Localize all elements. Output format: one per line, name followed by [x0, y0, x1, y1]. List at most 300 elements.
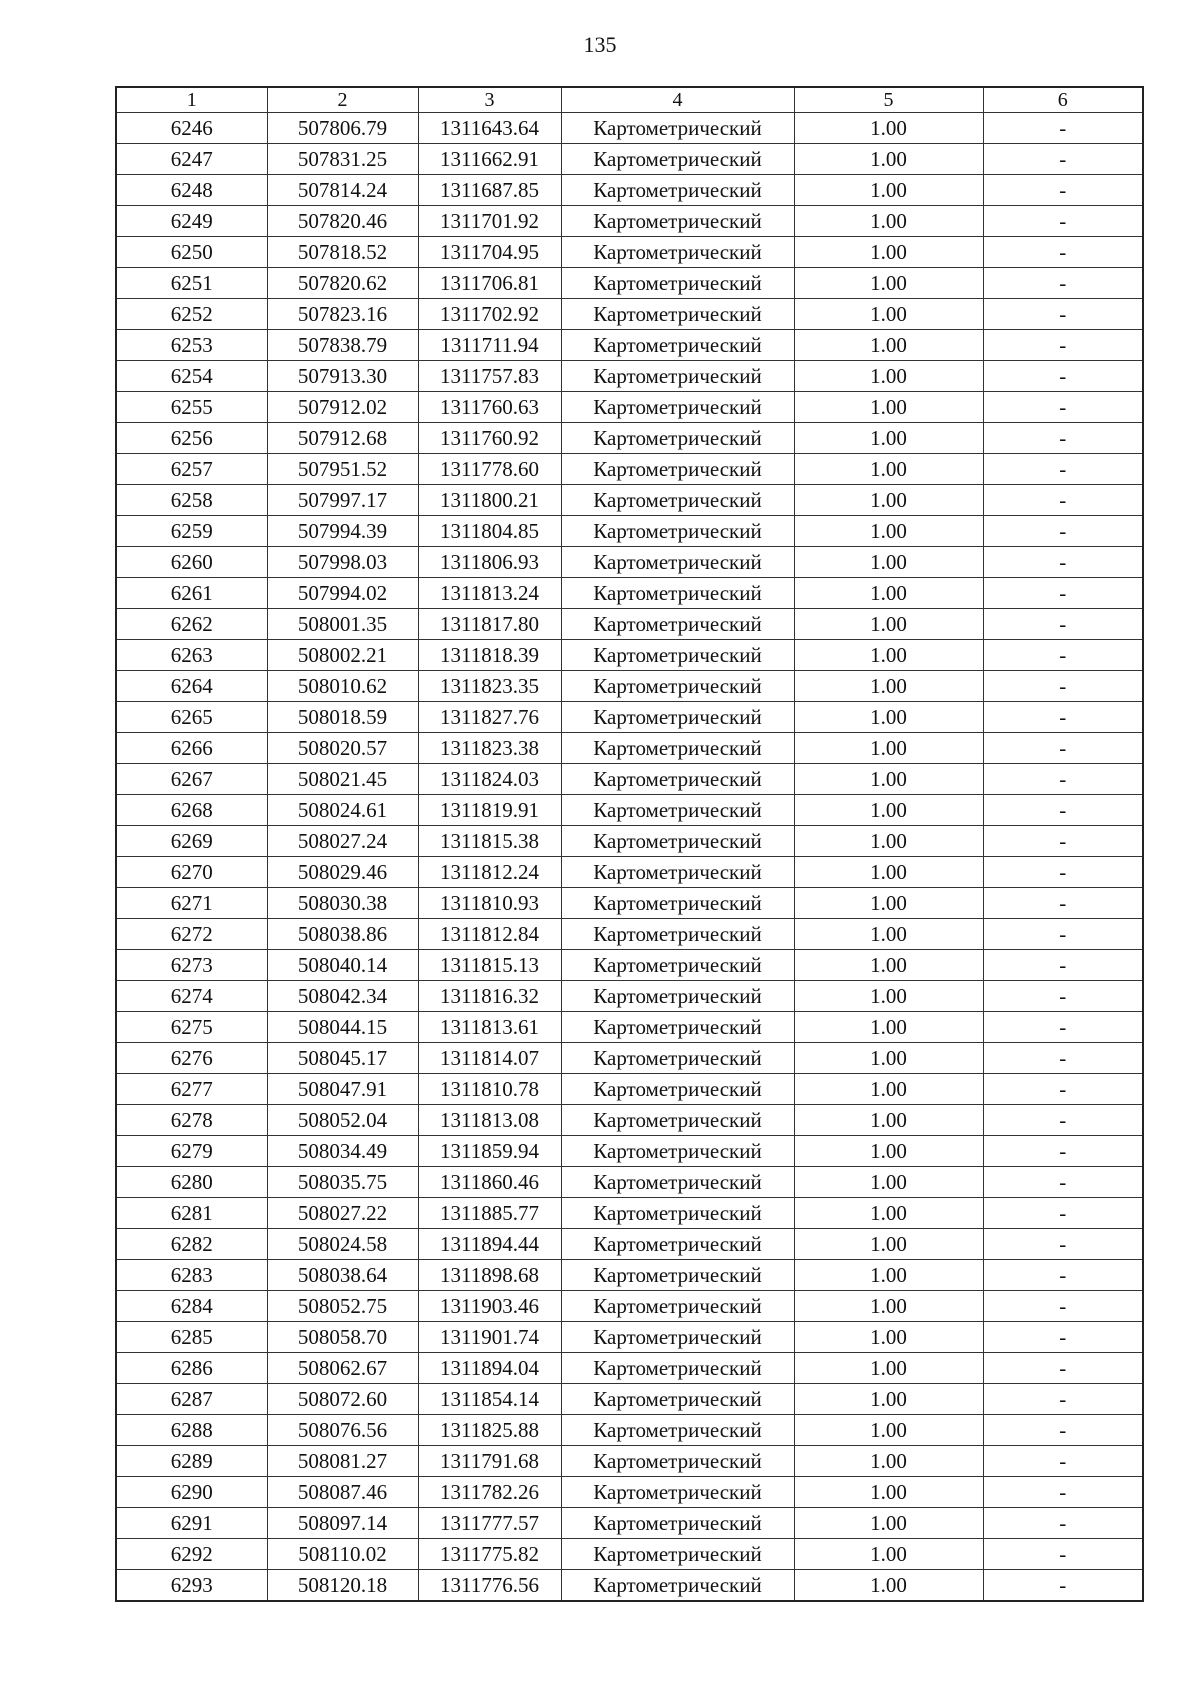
accuracy-cell: 1.00 [794, 1136, 983, 1167]
note-cell: - [983, 950, 1143, 981]
table-row [116, 423, 1143, 454]
note-cell: - [983, 1198, 1143, 1229]
table-row [116, 1260, 1143, 1291]
y-coordinate-cell: 1311776.56 [418, 1570, 561, 1602]
table-row [116, 671, 1143, 702]
y-coordinate-cell: 1311777.57 [418, 1508, 561, 1539]
point-number-cell: 6273 [116, 950, 267, 981]
table-row [116, 1570, 1143, 1602]
point-number-cell: 6258 [116, 485, 267, 516]
table-row [116, 547, 1143, 578]
point-number-cell: 6266 [116, 733, 267, 764]
y-coordinate-cell: 1311704.95 [418, 237, 561, 268]
point-number-cell: 6269 [116, 826, 267, 857]
note-cell: - [983, 1384, 1143, 1415]
x-coordinate-cell: 508081.27 [267, 1446, 418, 1477]
x-coordinate-cell: 507814.24 [267, 175, 418, 206]
note-cell: - [983, 1136, 1143, 1167]
note-cell: - [983, 1446, 1143, 1477]
method-cell: Картометрический [561, 1012, 794, 1043]
point-number-cell: 6284 [116, 1291, 267, 1322]
table-row [116, 1508, 1143, 1539]
table-row [116, 485, 1143, 516]
x-coordinate-cell: 508038.64 [267, 1260, 418, 1291]
table-row [116, 1477, 1143, 1508]
method-cell: Картометрический [561, 1198, 794, 1229]
x-coordinate-cell: 507838.79 [267, 330, 418, 361]
point-number-cell: 6253 [116, 330, 267, 361]
x-coordinate-cell: 508052.75 [267, 1291, 418, 1322]
x-coordinate-cell: 508027.22 [267, 1198, 418, 1229]
x-coordinate-cell: 508052.04 [267, 1105, 418, 1136]
y-coordinate-cell: 1311824.03 [418, 764, 561, 795]
method-cell: Картометрический [561, 1105, 794, 1136]
note-cell: - [983, 1167, 1143, 1198]
table-row [116, 237, 1143, 268]
table-row [116, 454, 1143, 485]
x-coordinate-cell: 507818.52 [267, 237, 418, 268]
accuracy-cell: 1.00 [794, 454, 983, 485]
method-cell: Картометрический [561, 702, 794, 733]
table-row [116, 1353, 1143, 1384]
table-header-row [116, 87, 1143, 113]
accuracy-cell: 1.00 [794, 671, 983, 702]
note-cell: - [983, 1260, 1143, 1291]
point-number-cell: 6247 [116, 144, 267, 175]
accuracy-cell: 1.00 [794, 1012, 983, 1043]
point-number-cell: 6257 [116, 454, 267, 485]
note-cell: - [983, 113, 1143, 144]
method-cell: Картометрический [561, 733, 794, 764]
x-coordinate-cell: 507994.39 [267, 516, 418, 547]
y-coordinate-cell: 1311903.46 [418, 1291, 561, 1322]
y-coordinate-cell: 1311813.61 [418, 1012, 561, 1043]
point-number-cell: 6281 [116, 1198, 267, 1229]
point-number-cell: 6289 [116, 1446, 267, 1477]
point-number-cell: 6272 [116, 919, 267, 950]
x-coordinate-cell: 508018.59 [267, 702, 418, 733]
accuracy-cell: 1.00 [794, 516, 983, 547]
accuracy-cell: 1.00 [794, 1353, 983, 1384]
x-coordinate-cell: 508110.02 [267, 1539, 418, 1570]
point-number-cell: 6261 [116, 578, 267, 609]
note-cell: - [983, 1477, 1143, 1508]
table-row [116, 578, 1143, 609]
y-coordinate-cell: 1311825.88 [418, 1415, 561, 1446]
note-cell: - [983, 1539, 1143, 1570]
method-cell: Картометрический [561, 609, 794, 640]
x-coordinate-cell: 507820.62 [267, 268, 418, 299]
x-coordinate-cell: 508030.38 [267, 888, 418, 919]
method-cell: Картометрический [561, 485, 794, 516]
table-row [116, 516, 1143, 547]
table-body [116, 113, 1143, 1602]
note-cell: - [983, 268, 1143, 299]
point-number-cell: 6249 [116, 206, 267, 237]
point-number-cell: 6292 [116, 1539, 267, 1570]
point-number-cell: 6282 [116, 1229, 267, 1260]
accuracy-cell: 1.00 [794, 826, 983, 857]
table-row [116, 1291, 1143, 1322]
note-cell: - [983, 733, 1143, 764]
y-coordinate-cell: 1311757.83 [418, 361, 561, 392]
method-cell: Картометрический [561, 950, 794, 981]
table-row [116, 1384, 1143, 1415]
table-row [116, 1446, 1143, 1477]
accuracy-cell: 1.00 [794, 609, 983, 640]
y-coordinate-cell: 1311815.13 [418, 950, 561, 981]
point-number-cell: 6251 [116, 268, 267, 299]
note-cell: - [983, 981, 1143, 1012]
y-coordinate-cell: 1311812.24 [418, 857, 561, 888]
y-coordinate-cell: 1311823.38 [418, 733, 561, 764]
point-number-cell: 6262 [116, 609, 267, 640]
note-cell: - [983, 299, 1143, 330]
x-coordinate-cell: 508087.46 [267, 1477, 418, 1508]
table-row [116, 702, 1143, 733]
note-cell: - [983, 919, 1143, 950]
y-coordinate-cell: 1311860.46 [418, 1167, 561, 1198]
method-cell: Картометрический [561, 919, 794, 950]
accuracy-cell: 1.00 [794, 1291, 983, 1322]
y-coordinate-cell: 1311810.78 [418, 1074, 561, 1105]
point-number-cell: 6250 [116, 237, 267, 268]
y-coordinate-cell: 1311815.38 [418, 826, 561, 857]
y-coordinate-cell: 1311818.39 [418, 640, 561, 671]
point-number-cell: 6276 [116, 1043, 267, 1074]
point-number-cell: 6283 [116, 1260, 267, 1291]
x-coordinate-cell: 508029.46 [267, 857, 418, 888]
method-cell: Картометрический [561, 1229, 794, 1260]
point-number-cell: 6265 [116, 702, 267, 733]
accuracy-cell: 1.00 [794, 919, 983, 950]
y-coordinate-cell: 1311854.14 [418, 1384, 561, 1415]
method-cell: Картометрический [561, 392, 794, 423]
table-row [116, 1074, 1143, 1105]
table-row [116, 113, 1143, 144]
table-row [116, 1167, 1143, 1198]
x-coordinate-cell: 508035.75 [267, 1167, 418, 1198]
note-cell: - [983, 361, 1143, 392]
y-coordinate-cell: 1311812.84 [418, 919, 561, 950]
x-coordinate-cell: 508001.35 [267, 609, 418, 640]
y-coordinate-cell: 1311643.64 [418, 113, 561, 144]
method-cell: Картометрический [561, 454, 794, 485]
x-coordinate-cell: 507997.17 [267, 485, 418, 516]
point-number-cell: 6279 [116, 1136, 267, 1167]
method-cell: Картометрический [561, 299, 794, 330]
table-row [116, 392, 1143, 423]
note-cell: - [983, 516, 1143, 547]
method-cell: Картометрический [561, 640, 794, 671]
x-coordinate-cell: 507913.30 [267, 361, 418, 392]
note-cell: - [983, 795, 1143, 826]
point-number-cell: 6271 [116, 888, 267, 919]
accuracy-cell: 1.00 [794, 733, 983, 764]
x-coordinate-cell: 507951.52 [267, 454, 418, 485]
note-cell: - [983, 547, 1143, 578]
table-row [116, 299, 1143, 330]
accuracy-cell: 1.00 [794, 888, 983, 919]
note-cell: - [983, 826, 1143, 857]
accuracy-cell: 1.00 [794, 1260, 983, 1291]
point-number-cell: 6248 [116, 175, 267, 206]
table-row [116, 1229, 1143, 1260]
y-coordinate-cell: 1311701.92 [418, 206, 561, 237]
accuracy-cell: 1.00 [794, 485, 983, 516]
y-coordinate-cell: 1311819.91 [418, 795, 561, 826]
table-row [116, 330, 1143, 361]
y-coordinate-cell: 1311810.93 [418, 888, 561, 919]
accuracy-cell: 1.00 [794, 1105, 983, 1136]
x-coordinate-cell: 508062.67 [267, 1353, 418, 1384]
table-row [116, 1198, 1143, 1229]
accuracy-cell: 1.00 [794, 1570, 983, 1602]
x-coordinate-cell: 508034.49 [267, 1136, 418, 1167]
x-coordinate-cell: 507823.16 [267, 299, 418, 330]
table-row [116, 888, 1143, 919]
y-coordinate-cell: 1311894.04 [418, 1353, 561, 1384]
note-cell: - [983, 1322, 1143, 1353]
method-cell: Картометрический [561, 175, 794, 206]
note-cell: - [983, 702, 1143, 733]
x-coordinate-cell: 508045.17 [267, 1043, 418, 1074]
x-coordinate-cell: 508010.62 [267, 671, 418, 702]
table-row [116, 268, 1143, 299]
x-coordinate-cell: 508044.15 [267, 1012, 418, 1043]
y-coordinate-cell: 1311711.94 [418, 330, 561, 361]
accuracy-cell: 1.00 [794, 175, 983, 206]
point-number-cell: 6280 [116, 1167, 267, 1198]
table-row [116, 175, 1143, 206]
accuracy-cell: 1.00 [794, 361, 983, 392]
table-row [116, 919, 1143, 950]
table-row [116, 144, 1143, 175]
y-coordinate-cell: 1311813.24 [418, 578, 561, 609]
table-row [116, 361, 1143, 392]
point-number-cell: 6256 [116, 423, 267, 454]
method-cell: Картометрический [561, 1136, 794, 1167]
accuracy-cell: 1.00 [794, 1384, 983, 1415]
note-cell: - [983, 237, 1143, 268]
accuracy-cell: 1.00 [794, 764, 983, 795]
table-row [116, 857, 1143, 888]
y-coordinate-cell: 1311791.68 [418, 1446, 561, 1477]
accuracy-cell: 1.00 [794, 1415, 983, 1446]
method-cell: Картометрический [561, 237, 794, 268]
note-cell: - [983, 764, 1143, 795]
method-cell: Картометрический [561, 1074, 794, 1105]
note-cell: - [983, 671, 1143, 702]
method-cell: Картометрический [561, 1167, 794, 1198]
x-coordinate-cell: 508027.24 [267, 826, 418, 857]
point-number-cell: 6291 [116, 1508, 267, 1539]
accuracy-cell: 1.00 [794, 640, 983, 671]
y-coordinate-cell: 1311806.93 [418, 547, 561, 578]
table-row [116, 1415, 1143, 1446]
accuracy-cell: 1.00 [794, 578, 983, 609]
accuracy-cell: 1.00 [794, 857, 983, 888]
y-coordinate-cell: 1311706.81 [418, 268, 561, 299]
x-coordinate-cell: 508120.18 [267, 1570, 418, 1602]
table-row [116, 981, 1143, 1012]
x-coordinate-cell: 507912.68 [267, 423, 418, 454]
accuracy-cell: 1.00 [794, 1229, 983, 1260]
point-number-cell: 6290 [116, 1477, 267, 1508]
table-row [116, 950, 1143, 981]
y-coordinate-cell: 1311804.85 [418, 516, 561, 547]
accuracy-cell: 1.00 [794, 330, 983, 361]
x-coordinate-cell: 508024.58 [267, 1229, 418, 1260]
table-row [116, 764, 1143, 795]
method-cell: Картометрический [561, 1291, 794, 1322]
method-cell: Картометрический [561, 361, 794, 392]
x-coordinate-cell: 508072.60 [267, 1384, 418, 1415]
y-coordinate-cell: 1311760.92 [418, 423, 561, 454]
point-number-cell: 6277 [116, 1074, 267, 1105]
point-number-cell: 6268 [116, 795, 267, 826]
table-row [116, 206, 1143, 237]
y-coordinate-cell: 1311778.60 [418, 454, 561, 485]
y-coordinate-cell: 1311813.08 [418, 1105, 561, 1136]
note-cell: - [983, 330, 1143, 361]
x-coordinate-cell: 507998.03 [267, 547, 418, 578]
method-cell: Картометрический [561, 1446, 794, 1477]
accuracy-cell: 1.00 [794, 392, 983, 423]
accuracy-cell: 1.00 [794, 144, 983, 175]
note-cell: - [983, 1291, 1143, 1322]
note-cell: - [983, 175, 1143, 206]
x-coordinate-cell: 507994.02 [267, 578, 418, 609]
point-number-cell: 6270 [116, 857, 267, 888]
table-row [116, 826, 1143, 857]
note-cell: - [983, 485, 1143, 516]
note-cell: - [983, 1353, 1143, 1384]
x-coordinate-cell: 508042.34 [267, 981, 418, 1012]
x-coordinate-cell: 508024.61 [267, 795, 418, 826]
point-number-cell: 6287 [116, 1384, 267, 1415]
y-coordinate-cell: 1311687.85 [418, 175, 561, 206]
note-cell: - [983, 1043, 1143, 1074]
accuracy-cell: 1.00 [794, 1074, 983, 1105]
y-coordinate-cell: 1311823.35 [418, 671, 561, 702]
point-number-cell: 6255 [116, 392, 267, 423]
method-cell: Картометрический [561, 578, 794, 609]
point-number-cell: 6254 [116, 361, 267, 392]
note-cell: - [983, 423, 1143, 454]
column-header: 3 [418, 87, 561, 113]
method-cell: Картометрический [561, 1353, 794, 1384]
method-cell: Картометрический [561, 981, 794, 1012]
accuracy-cell: 1.00 [794, 237, 983, 268]
table-row [116, 795, 1143, 826]
y-coordinate-cell: 1311816.32 [418, 981, 561, 1012]
x-coordinate-cell: 508040.14 [267, 950, 418, 981]
accuracy-cell: 1.00 [794, 795, 983, 826]
point-number-cell: 6274 [116, 981, 267, 1012]
x-coordinate-cell: 508058.70 [267, 1322, 418, 1353]
column-header: 1 [116, 87, 267, 113]
table-row [116, 1105, 1143, 1136]
method-cell: Картометрический [561, 1043, 794, 1074]
x-coordinate-cell: 508047.91 [267, 1074, 418, 1105]
method-cell: Картометрический [561, 1477, 794, 1508]
note-cell: - [983, 392, 1143, 423]
method-cell: Картометрический [561, 1539, 794, 1570]
accuracy-cell: 1.00 [794, 1167, 983, 1198]
table-row [116, 609, 1143, 640]
accuracy-cell: 1.00 [794, 1508, 983, 1539]
method-cell: Картометрический [561, 206, 794, 237]
y-coordinate-cell: 1311901.74 [418, 1322, 561, 1353]
table-row [116, 1539, 1143, 1570]
note-cell: - [983, 609, 1143, 640]
x-coordinate-cell: 507912.02 [267, 392, 418, 423]
accuracy-cell: 1.00 [794, 1322, 983, 1353]
method-cell: Картометрический [561, 857, 794, 888]
note-cell: - [983, 206, 1143, 237]
note-cell: - [983, 888, 1143, 919]
method-cell: Картометрический [561, 113, 794, 144]
note-cell: - [983, 1508, 1143, 1539]
method-cell: Картометрический [561, 1508, 794, 1539]
point-number-cell: 6264 [116, 671, 267, 702]
y-coordinate-cell: 1311894.44 [418, 1229, 561, 1260]
note-cell: - [983, 454, 1143, 485]
x-coordinate-cell: 508021.45 [267, 764, 418, 795]
accuracy-cell: 1.00 [794, 268, 983, 299]
method-cell: Картометрический [561, 795, 794, 826]
point-number-cell: 6267 [116, 764, 267, 795]
method-cell: Картометрический [561, 826, 794, 857]
table-row [116, 1136, 1143, 1167]
method-cell: Картометрический [561, 671, 794, 702]
y-coordinate-cell: 1311859.94 [418, 1136, 561, 1167]
x-coordinate-cell: 508020.57 [267, 733, 418, 764]
column-header: 2 [267, 87, 418, 113]
note-cell: - [983, 857, 1143, 888]
y-coordinate-cell: 1311702.92 [418, 299, 561, 330]
method-cell: Картометрический [561, 1384, 794, 1415]
method-cell: Картометрический [561, 547, 794, 578]
accuracy-cell: 1.00 [794, 1477, 983, 1508]
note-cell: - [983, 1570, 1143, 1602]
method-cell: Картометрический [561, 1570, 794, 1602]
method-cell: Картометрический [561, 1415, 794, 1446]
x-coordinate-cell: 508002.21 [267, 640, 418, 671]
point-number-cell: 6275 [116, 1012, 267, 1043]
point-number-cell: 6288 [116, 1415, 267, 1446]
point-number-cell: 6263 [116, 640, 267, 671]
accuracy-cell: 1.00 [794, 299, 983, 330]
y-coordinate-cell: 1311662.91 [418, 144, 561, 175]
method-cell: Картометрический [561, 1260, 794, 1291]
note-cell: - [983, 1105, 1143, 1136]
accuracy-cell: 1.00 [794, 981, 983, 1012]
x-coordinate-cell: 507831.25 [267, 144, 418, 175]
page-number: 135 [583, 32, 617, 57]
x-coordinate-cell: 508038.86 [267, 919, 418, 950]
method-cell: Картометрический [561, 268, 794, 299]
point-number-cell: 6260 [116, 547, 267, 578]
column-header: 5 [794, 87, 983, 113]
note-cell: - [983, 1074, 1143, 1105]
y-coordinate-cell: 1311817.80 [418, 609, 561, 640]
method-cell: Картометрический [561, 423, 794, 454]
method-cell: Картометрический [561, 1322, 794, 1353]
point-number-cell: 6259 [116, 516, 267, 547]
accuracy-cell: 1.00 [794, 423, 983, 454]
